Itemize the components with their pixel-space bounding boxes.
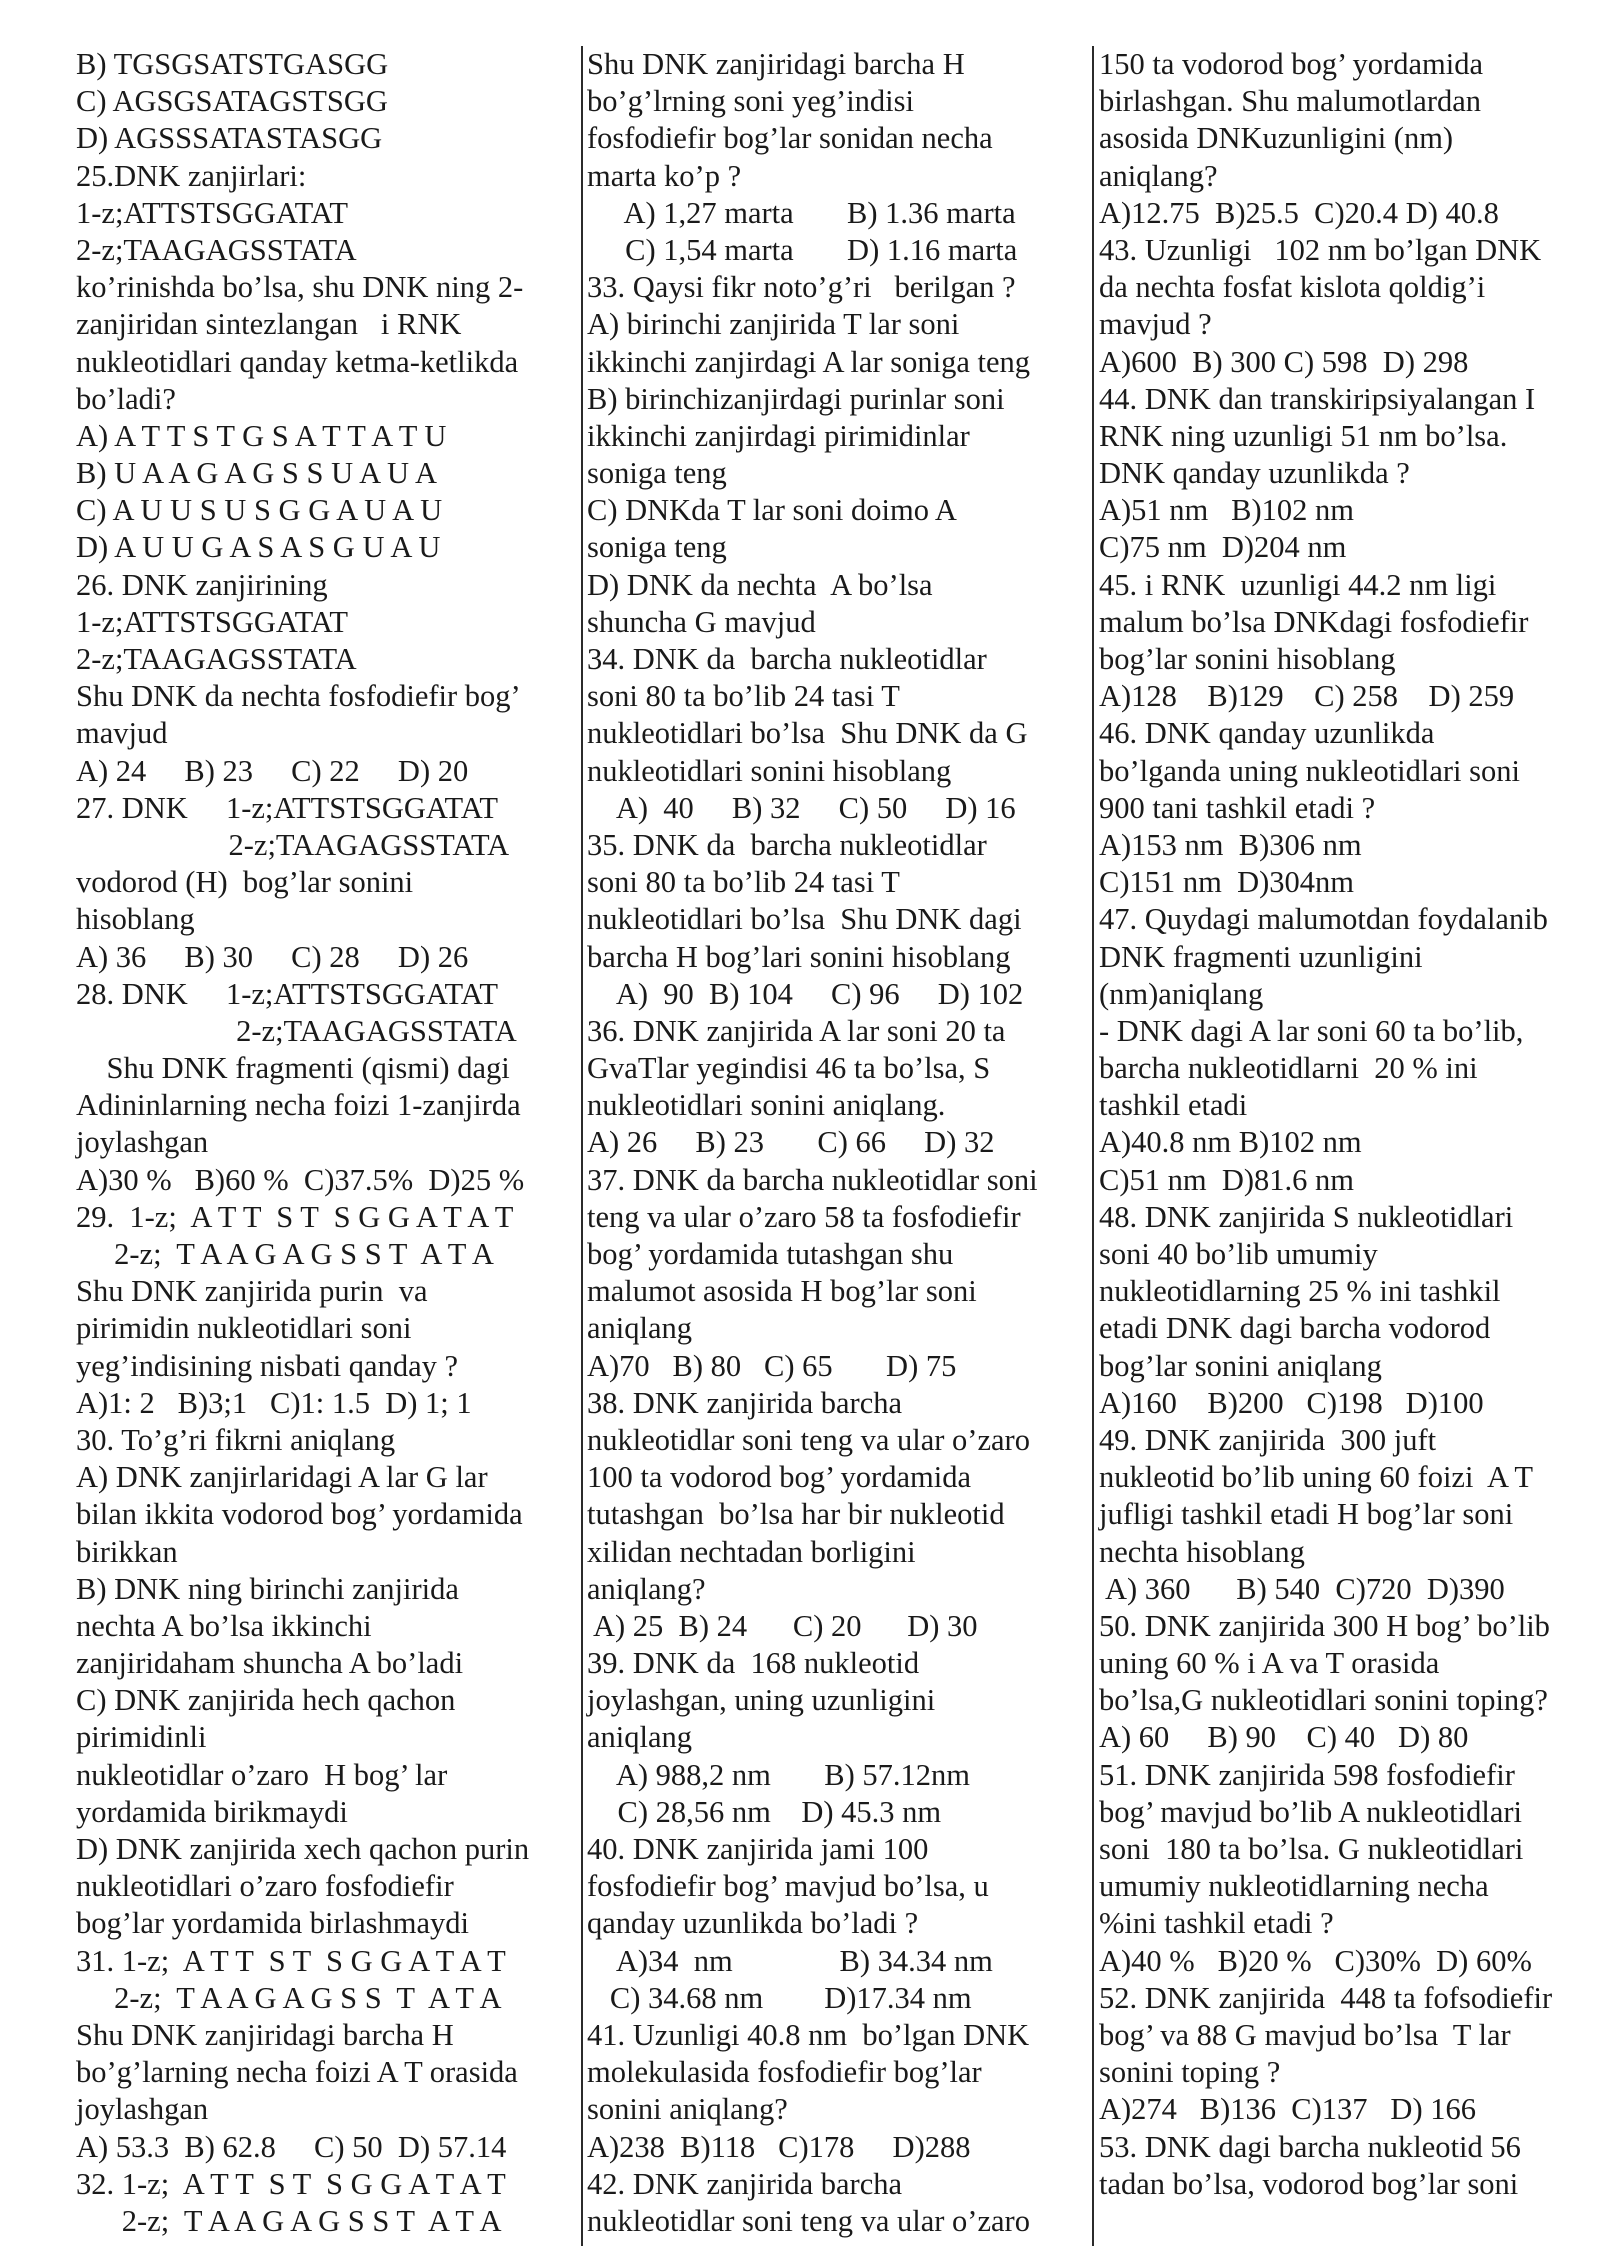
text-column-3 [1099,46,1589,2248]
text-line: barcha nukleotidlarni 20 % ini [1099,1051,1478,1086]
text-line: nukleotidlari o’zaro fosfodiefir [76,1869,454,1904]
text-line: tadan bo’lsa, vodorod bog’lar soni [1099,2166,1519,2201]
text-line: Shu DNK fragmenti (qismi) dagi [76,1051,510,1086]
text-line: 39. DNK da 168 nukleotid [587,1646,920,1681]
text-line: C) 28,56 nm D) 45.3 nm [587,1794,942,1829]
text-line: soniga teng [587,530,727,565]
text-line: soniga teng [587,456,727,491]
text-line: pirimidin nukleotidlari soni [76,1311,412,1346]
text-line: A)12.75 B)25.5 C)20.4 D) 40.8 [1099,195,1499,230]
text-line: DNK qanday uzunlikda ? [1099,456,1410,491]
text-line: B) TGSGSATSTGASGG [76,47,389,81]
text-line: joylashgan [76,1125,209,1160]
text-line: 48. DNK zanjirida S nukleotidlari [1099,1199,1514,1234]
text-line: bog’lar sonini aniqlang [1099,1348,1382,1383]
text-line: malum bo’lsa DNKdagi fosfodiefir [1099,604,1529,639]
text-line: 44. DNK dan transkiripsiyalangan I [1099,381,1536,416]
text-line: 31. 1-z; A T T S T S G G A T A T [76,1943,506,1978]
text-line: D) DNK da nechta A bo’lsa [587,567,933,602]
text-line: A) 26 B) 23 C) 66 D) 32 [587,1125,995,1160]
text-line: vodorod (H) bog’lar sonini [76,865,414,900]
text-line: barcha H bog’lari sonini hisoblang [587,939,1011,974]
text-line: 46. DNK qanday uzunlikda [1099,716,1435,751]
text-line: aniqlang? [1099,158,1218,193]
text-line: C)51 nm D)81.6 nm [1099,1162,1355,1197]
text-line: A)40 % B)20 % C)30% D) 60% [1099,1943,1532,1978]
text-line: sonini toping ? [1099,2055,1281,2090]
text-line: zanjiridaham shuncha A bo’ladi [76,1646,464,1681]
text-line: B) U A A G A G S S U A U A [76,456,438,491]
text-line: nukleotidlar o’zaro H bog’ lar [76,1757,448,1792]
text-line: nukleotidlar soni teng va ular o’zaro [587,1422,1030,1457]
text-line: 38. DNK zanjirida barcha [587,1385,903,1420]
text-line: nukleotidlari sonini aniqlang. [587,1088,946,1123]
text-line: mavjud [76,716,168,751]
text-line: A) 40 B) 32 C) 50 D) 16 [587,790,1016,825]
text-line: da nechta fosfat kislota qoldig’i [1099,270,1486,305]
text-line: 25.DNK zanjirlari: [76,158,307,193]
text-line: shuncha G mavjud [587,604,816,639]
text-line: birikkan [76,1534,178,1569]
text-line: malumot asosida H bog’lar soni [587,1274,977,1309]
text-line: A) 53.3 B) 62.8 C) 50 D) 57.14 [76,2129,507,2164]
text-line: aniqlang? [587,1571,706,1606]
text-line: sonini aniqlang? [587,2092,788,2127]
text-line: 41. Uzunligi 40.8 nm bo’lgan DNK [587,2017,1030,2052]
text-line: soni 180 ta bo’lsa. G nukleotidlari [1099,1832,1524,1866]
text-line: mavjud ? [1099,307,1212,342]
text-line: A) 90 B) 104 C) 96 D) 102 [587,976,1024,1011]
text-line: A) 25 B) 24 C) 20 D) 30 [587,1608,978,1643]
text-line: %ini tashkil etadi ? [1099,1906,1334,1941]
text-line: B) DNK ning birinchi zanjirida [76,1571,459,1606]
text-line: A)153 nm B)306 nm [1099,827,1362,862]
text-line: D) AGSSSATASTASGG [76,121,383,156]
text-line: A)274 B)136 C)137 D) 166 [1099,2092,1476,2127]
text-line: tutashgan bo’lsa har bir nukleotid [587,1497,1005,1532]
text-line: DNK fragmenti uzunligini [1099,939,1423,974]
text-line: nukleotidlari qanday ketma-ketlikda [76,344,519,379]
text-line: joylashgan [76,2092,209,2127]
text-line: nechta A bo’lsa ikkinchi [76,1608,372,1643]
text-line: 37. DNK da barcha nukleotidlar soni [587,1162,1038,1197]
text-line: C)75 nm D)204 nm [1099,530,1347,565]
text-line: A) 36 B) 30 C) 28 D) 26 [76,939,469,974]
text-line: qanday uzunlikda bo’ladi ? [587,1906,919,1941]
text-line: bo’ladi? [76,381,176,416]
text-line: 32. 1-z; A T T S T S G G A T A T [76,2166,506,2201]
column-divider [581,46,583,2246]
text-line: aniqlang [587,1720,693,1755]
text-line: umumiy nukleotidlarning necha [1099,1869,1489,1904]
text-line: A) 360 B) 540 C)720 D)390 [1099,1571,1505,1606]
text-line: RNK ning uzunligi 51 nm bo’lsa. [1099,418,1508,453]
text-line: nukleotidlari bo’lsa Shu DNK da G [587,716,1028,751]
text-line: A)160 B)200 C)198 D)100 [1099,1385,1484,1420]
text-line: A)238 B)118 C)178 D)288 [587,2129,971,2164]
text-line: 2-z; T A A G A G S S T A T A [76,1237,494,1271]
text-line: zanjiridan sintezlangan i RNK [76,307,462,342]
text-line: teng va ular o’zaro 58 ta fosfodiefir [587,1199,1021,1234]
text-line: bo’g’lrning soni yeg’indisi [587,84,914,119]
text-line: 47. Quydagi malumotdan foydalanib [1099,902,1548,937]
text-line: molekulasida fosfodiefir bog’lar [587,2055,982,2090]
text-line: bo’lsa,G nukleotidlari sonini toping? [1099,1683,1548,1718]
text-line: bog’lar sonini hisoblang [1099,642,1396,676]
text-line: A) 24 B) 23 C) 22 D) 20 [76,753,469,788]
text-line: pirimidinli [76,1720,207,1755]
text-line: bog’lar yordamida birlashmaydi [76,1906,470,1941]
text-line: (nm)aniqlang [1099,976,1264,1011]
text-line: 52. DNK zanjirida 448 ta fofsodiefir [1099,1980,1553,2015]
text-line: bo’lganda uning nukleotidlari soni [1099,753,1520,788]
text-line: 35. DNK da barcha nukleotidlar [587,827,987,862]
text-line: GvaTlar yegindisi 46 ta bo’lsa, S [587,1051,991,1086]
text-line: yordamida birikmaydi [76,1794,348,1829]
text-line: 26. DNK zanjirining [76,567,328,602]
text-column-1 [76,46,576,2248]
text-line: A)30 % B)60 % C)37.5% D)25 % [76,1162,525,1197]
text-line: B) birinchizanjirdagi purinlar soni [587,381,1005,416]
text-line: Shu DNK zanjiridagi barcha H [587,47,965,81]
text-line: C) DNK zanjirida hech qachon [76,1683,456,1718]
text-line: 51. DNK zanjirida 598 fosfodiefir [1099,1757,1515,1792]
text-line: 30. To’g’ri fikrni aniqlang [76,1422,396,1457]
text-line: birlashgan. Shu malumotlardan [1099,84,1482,119]
text-line: 2-z; T A A G A G S S T A T A [76,1980,502,2015]
text-line: 2-z;TAAGAGSSTATA [76,827,510,862]
text-line: nechta hisoblang [1099,1534,1305,1569]
text-line: 53. DNK dagi barcha nukleotid 56 [1099,2129,1521,2164]
text-line: 33. Qaysi fikr noto’g’ri berilgan ? [587,270,1016,305]
text-line: 100 ta vodorod bog’ yordamida [587,1460,971,1495]
text-line: soni 40 bo’lib umumiy [1099,1237,1378,1271]
text-line: A) 1,27 marta B) 1.36 marta [587,195,1016,230]
text-line: C) 1,54 marta D) 1.16 marta [587,232,1018,267]
text-line: C) A U U S U S G G A U A U [76,493,443,528]
text-line: 900 tani tashkil etadi ? [1099,790,1376,825]
text-line: 40. DNK zanjirida jami 100 [587,1832,929,1866]
text-line: xilidan nechtadan borligini [587,1534,916,1569]
text-line: 1-z;ATTSTSGGATAT [76,604,349,639]
text-line: soni 80 ta bo’lib 24 tasi T [587,679,900,714]
text-line: C) AGSGSATAGSTSGG [76,84,388,119]
text-line: aniqlang [587,1311,693,1346]
text-line: nukleotidlari bo’lsa Shu DNK dagi [587,902,1022,937]
text-line: ikkinchi zanjirdagi A lar soniga teng [587,344,1030,379]
text-line: A) 988,2 nm B) 57.12nm [587,1757,970,1792]
text-line: 2-z;TAAGAGSSTATA [76,232,357,267]
text-line: 2-z; T A A G A G S S T A T A [76,2203,502,2238]
text-line: nukleotidlari sonini hisoblang [587,753,952,788]
text-line: 45. i RNK uzunligi 44.2 nm ligi [1099,567,1497,602]
text-line: uning 60 % i A va T orasida [1099,1646,1440,1681]
text-line: 2-z;TAAGAGSSTATA [76,642,357,676]
text-line: C)151 nm D)304nm [1099,865,1355,900]
text-line: 43. Uzunligi 102 nm bo’lgan DNK [1099,232,1542,267]
text-line: 150 ta vodorod bog’ yordamida [1099,47,1483,81]
text-line: bog’ va 88 G mavjud bo’lsa T lar [1099,2017,1511,2052]
text-line: A)40.8 nm B)102 nm [1099,1125,1362,1160]
text-line: fosfodiefir bog’ mavjud bo’lsa, u [587,1869,989,1904]
text-line: hisoblang [76,902,195,937]
text-line: 27. DNK 1-z;ATTSTSGGATAT [76,790,498,825]
text-line: A)1: 2 B)3;1 C)1: 1.5 D) 1; 1 [76,1385,472,1420]
text-line: D) A U U G A S A S G U A U [76,530,441,565]
text-line: A) birinchi zanjirida T lar soni [587,307,960,342]
text-line: A)70 B) 80 C) 65 D) 75 [587,1348,957,1383]
text-line: 28. DNK 1-z;ATTSTSGGATAT [76,976,498,1011]
text-line: 50. DNK zanjirida 300 H bog’ bo’lib [1099,1608,1550,1643]
column-divider [1092,46,1094,2246]
text-line: A) 60 B) 90 C) 40 D) 80 [1099,1720,1469,1755]
text-line: Shu DNK da nechta fosfodiefir bog’ [76,679,521,714]
text-line: 1-z;ATTSTSGGATAT [76,195,349,230]
text-line: A) DNK zanjirlaridagi A lar G lar [76,1460,488,1495]
text-line: marta ko’p ? [587,158,742,193]
text-line: - DNK dagi A lar soni 60 ta bo’lib, [1099,1013,1524,1048]
text-line: Shu DNK zanjirida purin va [76,1274,428,1309]
text-line: 42. DNK zanjirida barcha [587,2166,903,2201]
text-line: tashkil etadi [1099,1088,1248,1123]
text-line: A)600 B) 300 C) 598 D) 298 [1099,344,1469,379]
text-line: D) DNK zanjirida xech qachon purin [76,1832,530,1866]
text-line: Shu DNK zanjiridagi barcha H [76,2017,454,2052]
text-line: bo’g’larning necha foizi A T orasida [76,2055,518,2090]
text-line: soni 80 ta bo’lib 24 tasi T [587,865,900,900]
text-line: 34. DNK da barcha nukleotidlar [587,642,987,676]
text-line: A)128 B)129 C) 258 D) 259 [1099,679,1515,714]
text-line: asosida DNKuzunligini (nm) [1099,121,1454,156]
text-line: fosfodiefir bog’lar sonidan necha [587,121,993,156]
text-line: nukleotidlar soni teng va ular o’zaro [587,2203,1030,2238]
text-line: jufligi tashkil etadi H bog’lar soni [1099,1497,1514,1532]
text-line: A) A T T S T G S A T T A T U [76,418,447,453]
text-line: ko’rinishda bo’lsa, shu DNK ning 2- [76,270,524,305]
text-line: Adininlarning necha foizi 1-zanjirda [76,1088,521,1123]
text-line: joylashgan, uning uzunligini [587,1683,936,1718]
text-line: 49. DNK zanjirida 300 juft [1099,1422,1437,1457]
text-line: nukleotidlarning 25 % ini tashkil [1099,1274,1501,1309]
text-line: A)51 nm B)102 nm [1099,493,1355,528]
text-line: C) DNKda T lar soni doimo A [587,493,957,528]
text-line: 2-z;TAAGAGSSTATA [76,1013,517,1048]
text-line: ikkinchi zanjirdagi pirimidinlar [587,418,970,453]
text-line: A)34 nm B) 34.34 nm [587,1943,993,1978]
text-line: 36. DNK zanjirida A lar soni 20 ta [587,1013,1006,1048]
text-line: bog’ mavjud bo’lib A nukleotidlari [1099,1794,1522,1829]
text-line: nukleotid bo’lib uning 60 foizi A T [1099,1460,1534,1495]
text-line: 29. 1-z; A T T S T S G G A T A T [76,1199,514,1234]
text-line: bilan ikkita vodorod bog’ yordamida [76,1497,523,1532]
text-line: C) 34.68 nm D)17.34 nm [587,1980,972,2015]
text-line: bog’ yordamida tutashgan shu [587,1237,954,1271]
text-line: yeg’indisining nisbati qanday ? [76,1348,459,1383]
text-column-2 [587,46,1089,2248]
text-line: etadi DNK dagi barcha vodorod [1099,1311,1491,1346]
